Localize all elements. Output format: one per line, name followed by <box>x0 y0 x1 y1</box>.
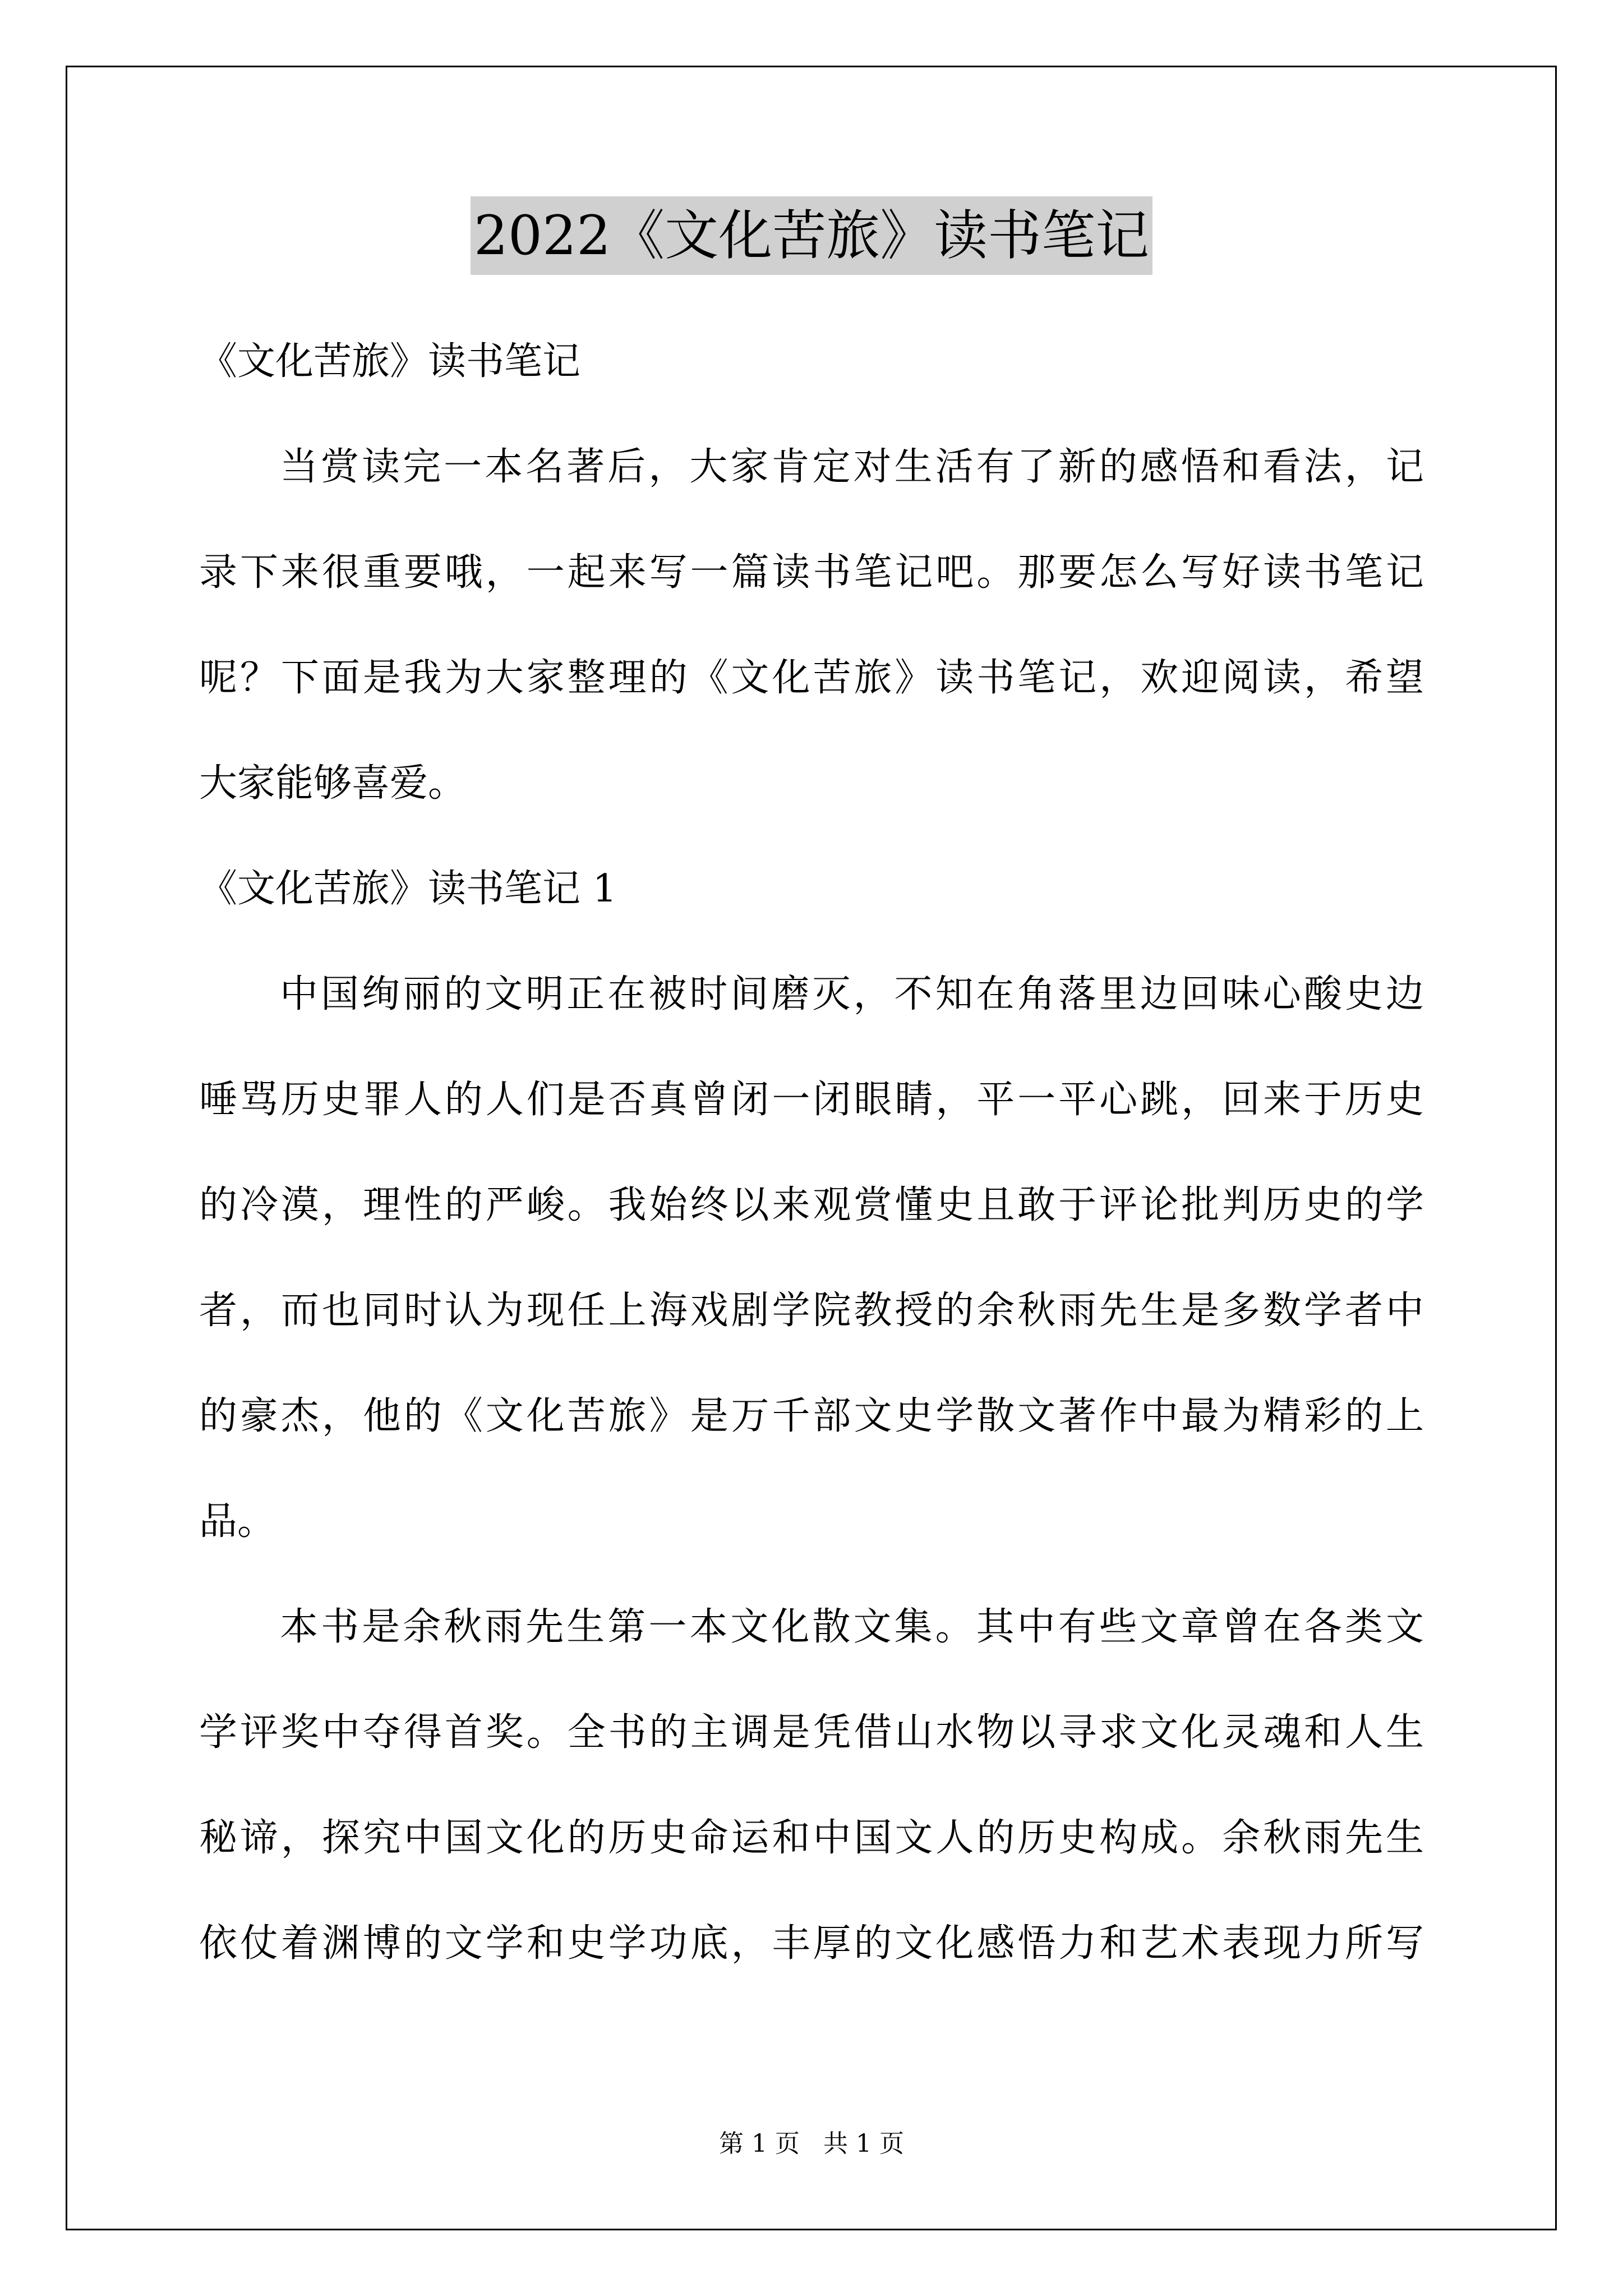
page-number: 第 1 页 <box>719 2129 800 2158</box>
heading-line: 《文化苦旅》读书笔记 <box>199 339 581 384</box>
page-total: 共 1 页 <box>823 2129 904 2158</box>
paragraph-line: 录下来很重要哦，一起来写一篇读书笔记吧。那要怎么写好读书笔记 <box>199 550 1424 595</box>
paragraph-line: 者，而也同时认为现任上海戏剧学院教授的余秋雨先生是多数学者中 <box>199 1289 1424 1333</box>
paragraph-line: 秘谛，探究中国文化的历史命运和中国文人的历史构成。余秋雨先生 <box>199 1816 1424 1860</box>
paragraph-line: 中国绚丽的文明正在被时间磨灭，不知在角落里边回味心酸史边 <box>280 972 1424 1016</box>
paragraph-line: 学评奖中夺得首奖。全书的主调是凭借山水物以寻求文化灵魂和人生 <box>199 1710 1424 1755</box>
paragraph-line: 依仗着渊博的文学和史学功底，丰厚的文化感悟力和艺术表现力所写 <box>199 1921 1424 1966</box>
page-footer <box>0 2127 1623 2161</box>
title-area <box>0 196 1623 275</box>
paragraph-line: 呢？下面是我为大家整理的《文化苦旅》读书笔记，欢迎阅读，希望 <box>199 656 1424 700</box>
document-title: 2022《文化苦旅》读书笔记 <box>471 196 1152 275</box>
paragraph-line: 品。 <box>199 1499 276 1544</box>
paragraph-line: 唾骂历史罪人的人们是否真曾闭一闭眼睛，平一平心跳，回来于历史 <box>199 1078 1424 1122</box>
page-border <box>66 66 1557 2230</box>
paragraph-line: 大家能够喜爱。 <box>199 761 467 806</box>
paragraph-line: 当赏读完一本名著后，大家肯定对生活有了新的感悟和看法，记 <box>280 445 1424 489</box>
paragraph-line: 的冷漠，理性的严峻。我始终以来观赏懂史且敢于评论批判历史的学 <box>199 1183 1424 1227</box>
paragraph-line: 本书是余秋雨先生第一本文化散文集。其中有些文章曾在各类文 <box>280 1605 1424 1649</box>
section-heading: 《文化苦旅》读书笔记 1 <box>199 867 617 911</box>
paragraph-line: 的豪杰，他的《文化苦旅》是万千部文史学散文著作中最为精彩的上 <box>199 1394 1424 1438</box>
